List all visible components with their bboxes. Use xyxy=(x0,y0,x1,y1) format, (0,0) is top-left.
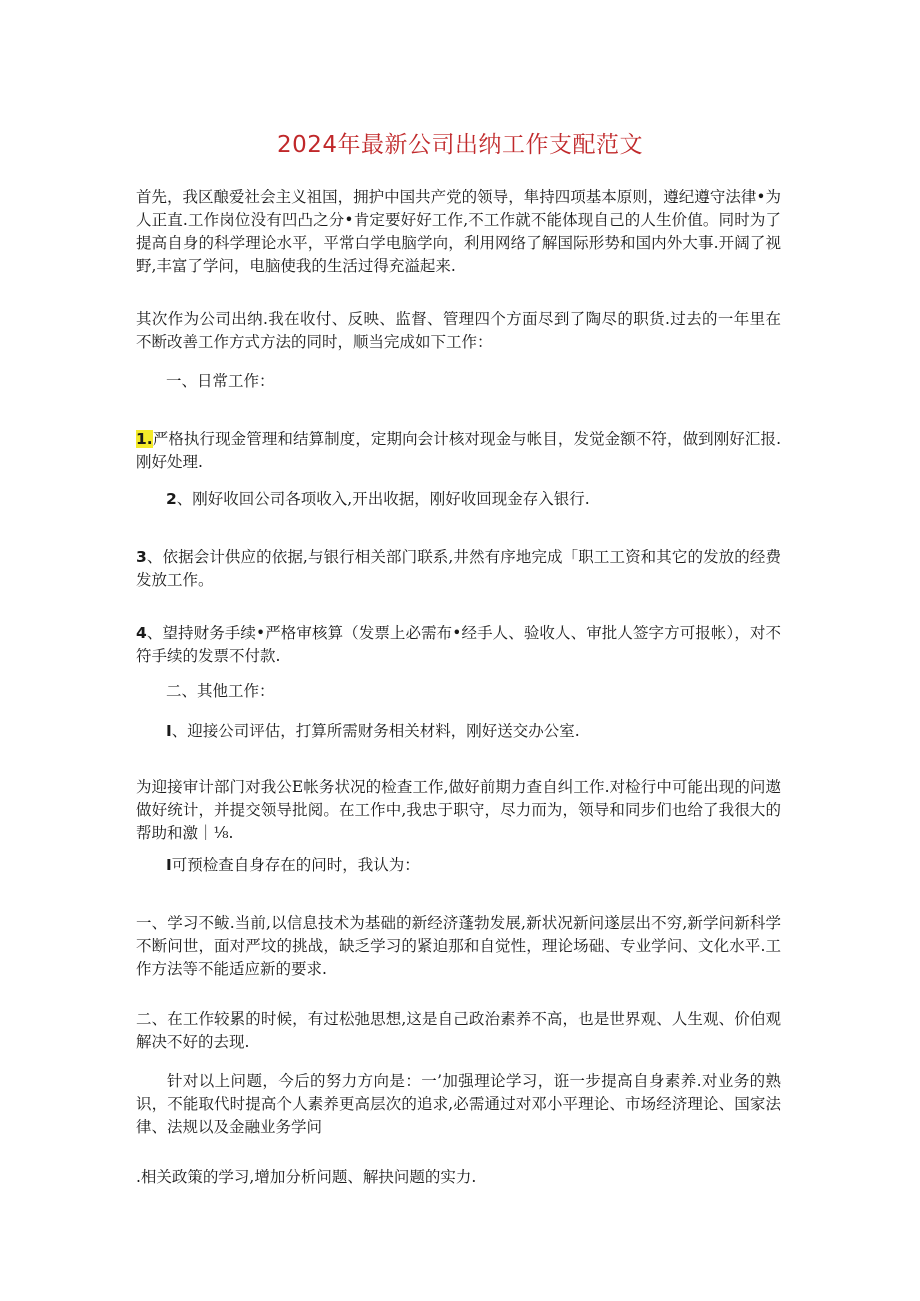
list-item-3-number: 3 xyxy=(136,548,147,566)
list-item-2-text: 、刚好收回公司各项收入,开出收据，刚好收回现金存入银行. xyxy=(176,490,590,508)
list-item-2-number: 2 xyxy=(166,490,177,508)
paragraph-problem-2: 二、在工作较累的时候，有过松弛思想,这是自己政治素养不高，也是世界观、人生观、价伯观解决不好的去现. xyxy=(136,1010,781,1051)
list-item-4-number: 4 xyxy=(136,624,147,642)
document-title: 2024年最新公司出纳工作支配范文 xyxy=(276,132,644,158)
list-item-4 xyxy=(136,622,781,668)
list-item-1-text: 严格执行现金管理和结算制度，定期向会计核对现金与帐目，发觉金额不符，做到刚好汇报.刚好处理. xyxy=(136,430,781,471)
paragraph-self-check xyxy=(166,854,781,877)
paragraph-duties: 其次作为公司出纳.我在收付、反映、监督、管理四个方面尽到了陶尽的职货.过去的一年里在不断改善工作方式方法的同时，顺当完成如下工作： xyxy=(136,310,781,351)
list-item-3 xyxy=(136,546,781,592)
paragraph-problem-1: 一、学习不鲅.当前,以信息技术为基础的新经济蓬勃发展,新状况新问遂层出不穷,新学问新科学不断问世，面对严坟的挑战，缺乏学习的紧迫那和自觉性，理论场础、专业学问、文化水平.工作方法等不能适应新的要求. xyxy=(136,914,781,978)
list-item-4-text: 、望持财务手续•严格审核算（发票上必需布•经手人、验收人、审批人签字方可报帐），对不符手续的发票不付款. xyxy=(136,624,781,665)
list-item-5-number: I xyxy=(166,722,172,740)
paragraph-audit: 为迎接审计部门对我公E帐务状况的检查工作,做好前期力查自纠工作.对检行中可能出现的问遨做好统计，并提交领导批阅。在工作中,我忠于职守，尽力而为，领导和同步们也给了我很大的帮助和激｜⅛. xyxy=(136,778,781,842)
section-heading-daily-work: 一、日常工作： xyxy=(166,372,275,390)
list-item-2 xyxy=(166,488,781,511)
paragraph-improvement: 针对以上问题，今后的努力方向是：一’加强理论学习，诳一步提高自身素养.对业务的熟识，不能取代时提高个人素养更高层次的追求,必需通过对邓小平理论、市场经济理论、国家法律、法规以及金融业务学问 xyxy=(136,1072,781,1136)
paragraph-intro: 首先，我区酿爱社会主义祖国，拥护中国共产党的领导，隼持四项基本原则，遵纪遵守法律•为人正直.工作岗位没有凹凸之分•肯定要好好工作,不工作就不能体现自己的人生价值。同时为了提高自身的科学理论水平，平常白学电脑学向，利用网络了解国际形势和国内外大事.开阔了视野,丰富了学问，电脑使我的生活过得充溢起来. xyxy=(136,188,781,275)
list-item-3-text: 、依据会计供应的依据,与银行相关部门联系,井然有序地完成「职工工资和其它的发放的经费发放工作。 xyxy=(136,548,781,589)
paragraph-self-check-number: I xyxy=(166,856,172,874)
list-item-1 xyxy=(136,428,781,474)
paragraph-closing: .相关政策的学习,增加分析问题、解抉问题的实力. xyxy=(136,1168,477,1186)
list-item-5-text: 、迎接公司评估，打算所需财务相关材料，刚好送交办公室. xyxy=(171,722,580,740)
list-item-5 xyxy=(166,720,781,743)
paragraph-self-check-text: 可预检查自身存在的问时，我认为： xyxy=(171,856,420,874)
list-item-1-number: 1. xyxy=(136,430,153,448)
section-heading-other-work: 二、其他工作： xyxy=(166,682,275,700)
